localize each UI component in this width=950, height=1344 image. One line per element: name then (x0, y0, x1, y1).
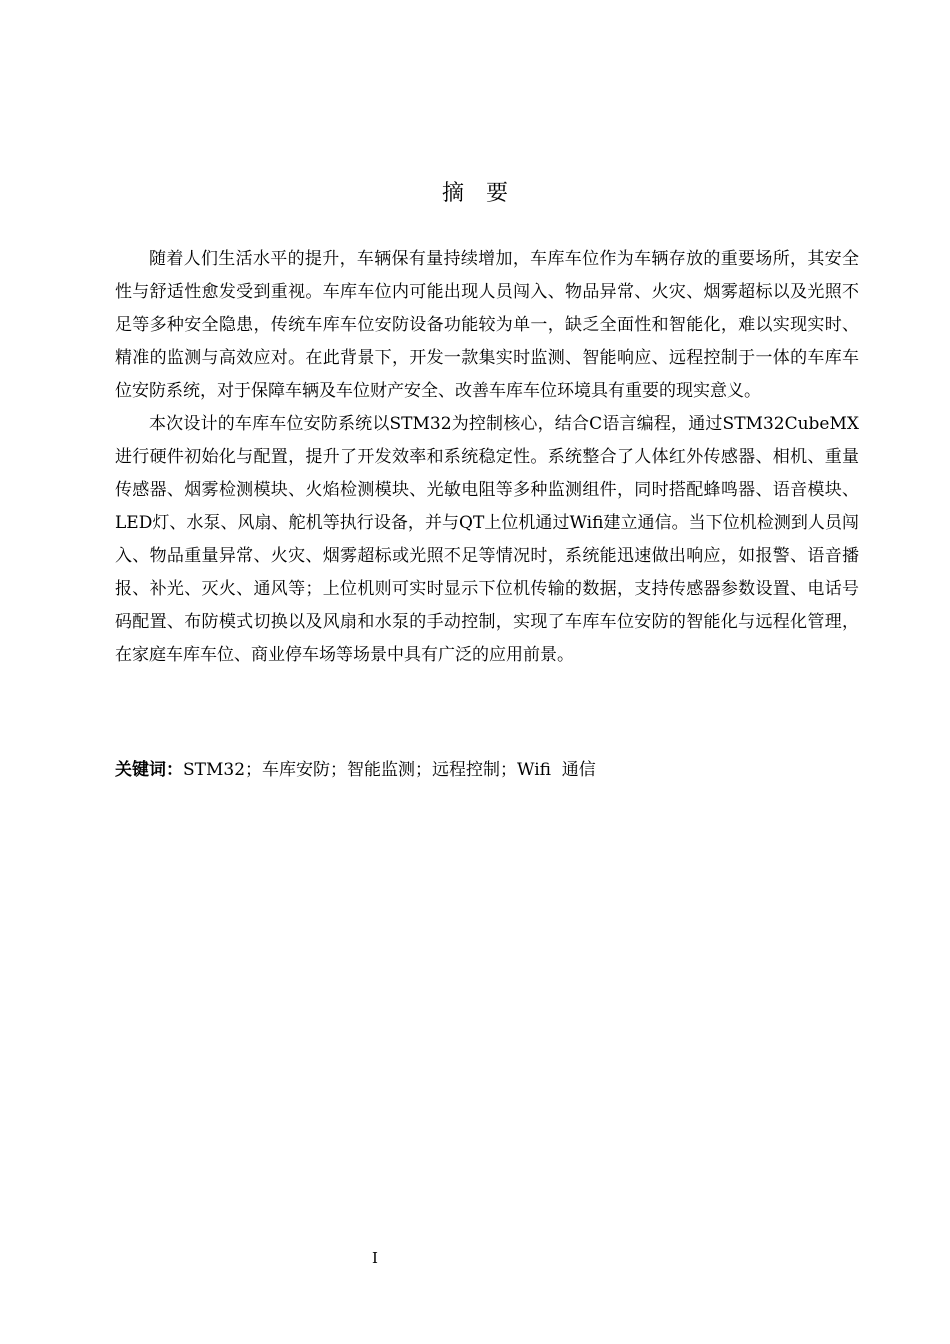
keywords-line (115, 754, 859, 787)
abstract-paragraph-2: 本次设计的车库车位安防系统以STM32为控制核心，结合C语言编程，通过STM32CubeMX进行硬件初始化与配置，提升了开发效率和系统稳定性。系统整合了人体红外传感器、相机、重量传感器、烟雾检测模块、火焰检测模块、光敏电阻等多种监测组件，同时搭配蜂鸣器、语音模块、LED灯、水泵、风扇、舵机等执行设备，并与QT上位机通过Wifi建立通信。当下位机检测到人员闯入、物品重量异常、火灾、烟雾超标或光照不足等情况时，系统能迅速做出响应，如报警、语音播报、补光、灭火、通风等；上位机则可实时显示下位机传输的数据，支持传感器参数设置、电话号码配置、布防模式切换以及风扇和水泵的手动控制，实现了车库车位安防的智能化与远程化管理，在家庭车库车位、商业停车场等场景中具有广泛的应用前景。 (115, 414, 859, 665)
abstract-body (115, 243, 859, 672)
abstract-paragraph-1: 随着人们生活水平的提升，车辆保有量持续增加，车库车位作为车辆存放的重要场所，其安全性与舒适性愈发受到重视。车库车位内可能出现人员闯入、物品异常、火灾、烟雾超标以及光照不足等多种安全隐患，传统车库车位安防设备功能较为单一，缺乏全面性和智能化，难以实现实时、精准的监测与高效应对。在此背景下，开发一款集实时监测、智能响应、远程控制于一体的车库车位安防系统，对于保障车辆及车位财产安全、改善车库车位环境具有重要的现实意义。 (115, 249, 859, 401)
keywords-text: STM32；车库安防；智能监测；远程控制；Wifi 通信 (183, 760, 596, 780)
page-number: I (372, 1249, 378, 1267)
page-title: 摘要 (441, 181, 530, 206)
keywords-label: 关键词： (115, 760, 183, 780)
